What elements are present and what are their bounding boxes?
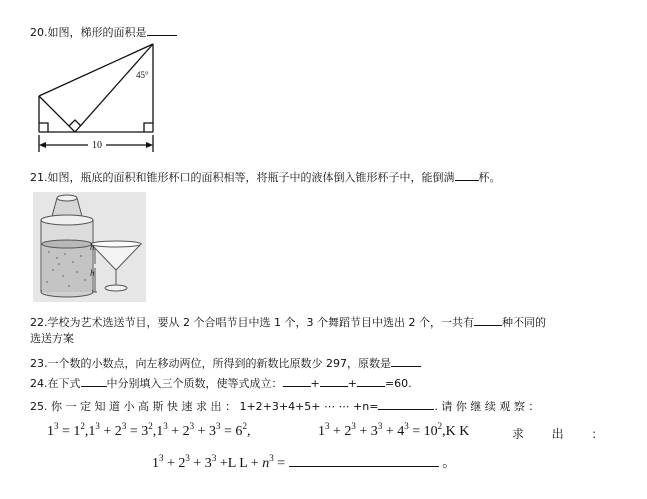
h-label-top: h [90,242,95,252]
plus-sign-2: + [347,377,357,390]
formula-row-2: $1^3 + 2^3 + 3^3 +L$ $L + n^3$ = 。 [152,453,457,471]
plus-sign-1: + [310,377,320,390]
answer-blank [147,24,177,36]
diagonal-left [39,96,75,132]
question-23-text: 23.一个数的小数点，向左移动两位，所得到的新数比原数少 297，原数是 [30,357,391,370]
question-25-text: 25. 你 一 定 知 道 小 高 斯 快 速 求 出 ： 1+2+3+4+5+ ⋯ ⋯ +n= [30,400,379,413]
qiu-text: 求 [512,427,525,441]
question-22-line-2 [30,332,74,346]
h-label-bottom: h [90,268,95,278]
question-21-suffix: 杯。 [478,171,501,184]
angle-label: 45° [136,70,149,80]
base-label: 10 [92,140,102,151]
answer-blank [289,453,439,467]
question-24 [30,375,412,391]
right-angle-mark-right [144,123,153,132]
chu-text: 出 [551,427,564,441]
formula-row-1-left: $1^3 = 1^2,1^3 + 2^3 = 3^2,1^3 + 2^3 + 3^3 = 6^2$, [47,421,251,439]
bottle-cup-figure [33,192,146,302]
question-20 [30,24,177,40]
diagonal-right [75,44,153,132]
formula-row-1-right: $1^3 + 2^3 + 3^3 + 4^3 = 10^2,K$ K [318,421,470,439]
question-21 [30,169,501,185]
question-24-middle: 中分别填入三个质数，使等式成立： [106,377,283,390]
question-24-end: =60. [384,377,412,390]
trapezoid-figure [33,40,163,155]
answer-blank [378,398,434,410]
question-25 [30,398,539,414]
question-24-text: 24.在下式 [30,377,81,390]
question-22-text: 22.学校为艺术选送节目，要从 2 个合唱节目中选 1 个，3 个舞蹈节目中选出 2 个，一共有 [30,316,474,329]
blank-prime-1 [283,375,311,387]
question-20-text: 20.如图，梯形的面积是 [30,26,147,39]
right-angle-mark-left [39,123,48,132]
answer-blank [391,355,421,367]
question-25-suffix: . 请 你 继 续 观 察 ： [434,400,540,413]
question-21-text: 21.如图，瓶底的面积和锥形杯口的面积相等，将瓶子中的液体倒入锥形杯子中，能倒满 [30,171,455,184]
period: 。 [442,456,457,471]
question-22-line-2-text: 选送方案 [30,332,74,345]
qiu-chu-label [512,427,603,441]
answer-blank [455,169,479,181]
question-22-line-1 [30,314,546,330]
colon-text: ： [591,427,604,441]
blank-expression [81,375,107,387]
ellipsis-kk: K K [445,424,470,439]
blank-prime-3 [357,375,385,387]
answer-blank [474,314,502,326]
question-22-suffix: 种不同的 [501,316,546,329]
right-angle-mark-middle [69,120,81,126]
blank-prime-2 [320,375,348,387]
question-23 [30,355,421,371]
ellipsis-ll: L L [227,456,248,471]
